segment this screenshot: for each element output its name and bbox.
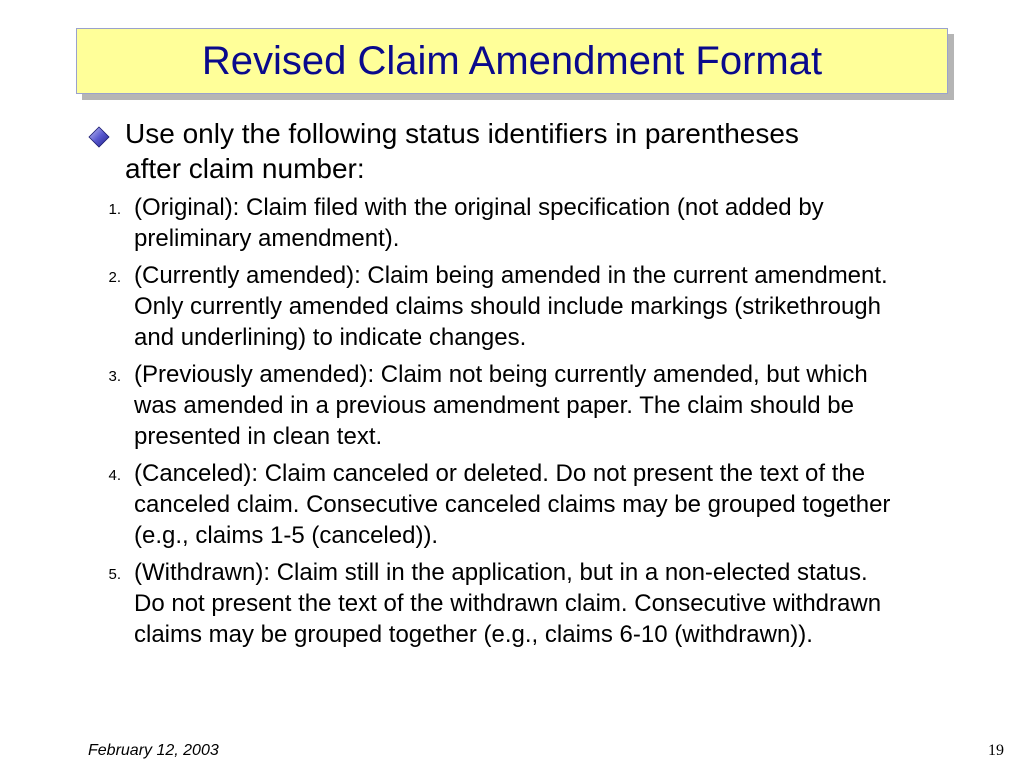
main-bullet — [88, 116, 948, 186]
slide-content — [88, 116, 948, 656]
slide-title: Revised Claim Amendment Format — [201, 38, 823, 83]
list-item-number: 2. — [108, 269, 121, 286]
list-item — [88, 458, 948, 551]
list-item — [88, 192, 948, 254]
list-item-text: (Withdrawn): Claim still in the application, but in a non-elected status. Do not present the text of the withdrawn claim. Consecutive withdrawn claims may be grouped together (e.g., claims 6-10 (withdrawn)). — [134, 559, 882, 648]
list-item-text: (Original): Claim filed with the original specification (not added by preliminary amendment). — [134, 194, 824, 252]
list-item-number: 1. — [108, 201, 121, 218]
bullet-text: Use only the following status identifiers in parentheses after claim number: — [125, 118, 799, 184]
list-item-number: 3. — [108, 368, 121, 385]
status-list — [88, 192, 948, 650]
title-box — [76, 28, 948, 94]
diamond-bullet-icon — [88, 116, 125, 153]
list-item — [88, 359, 948, 452]
list-item-text: (Canceled): Claim canceled or deleted. Do not present the text of the canceled claim. Consecutive canceled claims may be grouped together (e.g., claims 1-5 (canceled)). — [134, 460, 891, 549]
list-item-number: 4. — [108, 467, 121, 484]
list-item — [88, 260, 948, 353]
list-item-text: (Previously amended): Claim not being currently amended, but which was amended in a previous amendment paper. The claim should be presented in clean text. — [134, 361, 868, 450]
list-item-text: (Currently amended): Claim being amended in the current amendment. Only currently amended claims should include markings (strikethrough and underlining) to indicate changes. — [134, 262, 888, 351]
footer-date: February 12, 2003 — [88, 742, 219, 759]
page-number: 19 — [988, 742, 1004, 759]
list-item-number: 5. — [108, 566, 121, 583]
list-item — [88, 557, 948, 650]
